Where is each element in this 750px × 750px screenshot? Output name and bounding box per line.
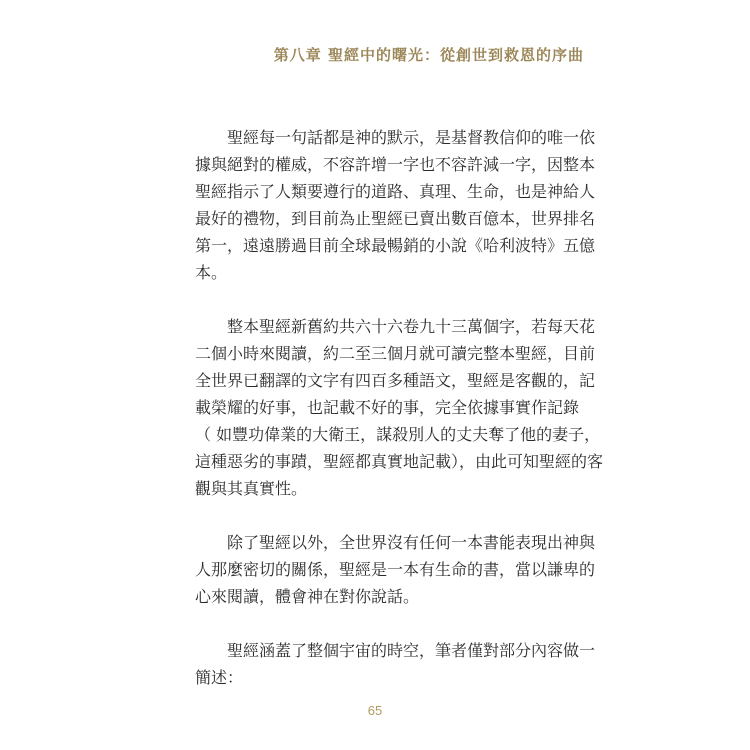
text-line: 整本聖經新舊約共六十六卷九十三萬個字，若每天花 bbox=[227, 317, 596, 336]
page-body bbox=[195, 124, 604, 718]
text-line: 本。 bbox=[195, 263, 228, 282]
text-line: 觀與其真實性。 bbox=[195, 479, 308, 498]
text-line: 心來閱讀，體會神在對你說話。 bbox=[195, 587, 420, 606]
text-line: 第一，遠遠勝過目前全球最暢銷的小說《哈利波特》五億 bbox=[195, 236, 596, 255]
paragraph-1 bbox=[195, 124, 596, 286]
text-line: 全世界已翻譯的文字有四百多種語文，聖經是客觀的，記 bbox=[195, 371, 596, 390]
text-line: 最好的禮物，到目前為止聖經已賣出數百億本，世界排名 bbox=[195, 209, 596, 228]
text-line: 聖經涵蓋了整個宇宙的時空，筆者僅對部分內容做一 bbox=[227, 641, 596, 660]
text-line: （ 如豐功偉業的大衛王，謀殺別人的丈夫奪了他的妻子， bbox=[195, 425, 601, 444]
text-line: 聖經每一句話都是神的默示，是基督教信仰的唯一依 bbox=[227, 128, 596, 147]
text-line: 聖經指示了人類要遵行的道路、真理、生命，也是神給人 bbox=[195, 182, 596, 201]
paragraph-2 bbox=[195, 313, 604, 502]
text-line: 簡述： bbox=[195, 668, 244, 687]
chapter-running-header: 第八章 聖經中的曙光：從創世到救恩的序曲 bbox=[273, 46, 584, 64]
text-line: 除了聖經以外，全世界沒有任何一本書能表現出神與 bbox=[227, 533, 596, 552]
text-line: 據與絕對的權威，不容許增一字也不容許減一字，因整本 bbox=[195, 155, 596, 174]
page-number: 65 bbox=[367, 703, 383, 718]
paragraph-3 bbox=[195, 529, 596, 610]
text-line: 人那麼密切的關係，聖經是一本有生命的書，當以謙卑的 bbox=[195, 560, 596, 579]
paragraph-4 bbox=[195, 637, 596, 691]
text-line: 二個小時來閱讀，約二至三個月就可讀完整本聖經，目前 bbox=[195, 344, 596, 363]
text-line: 載榮耀的好事，也記載不好的事，完全依據事實作記錄 bbox=[195, 398, 580, 417]
text-line: 這種惡劣的事蹟，聖經都真實地記載），由此可知聖經的客 bbox=[195, 452, 604, 471]
